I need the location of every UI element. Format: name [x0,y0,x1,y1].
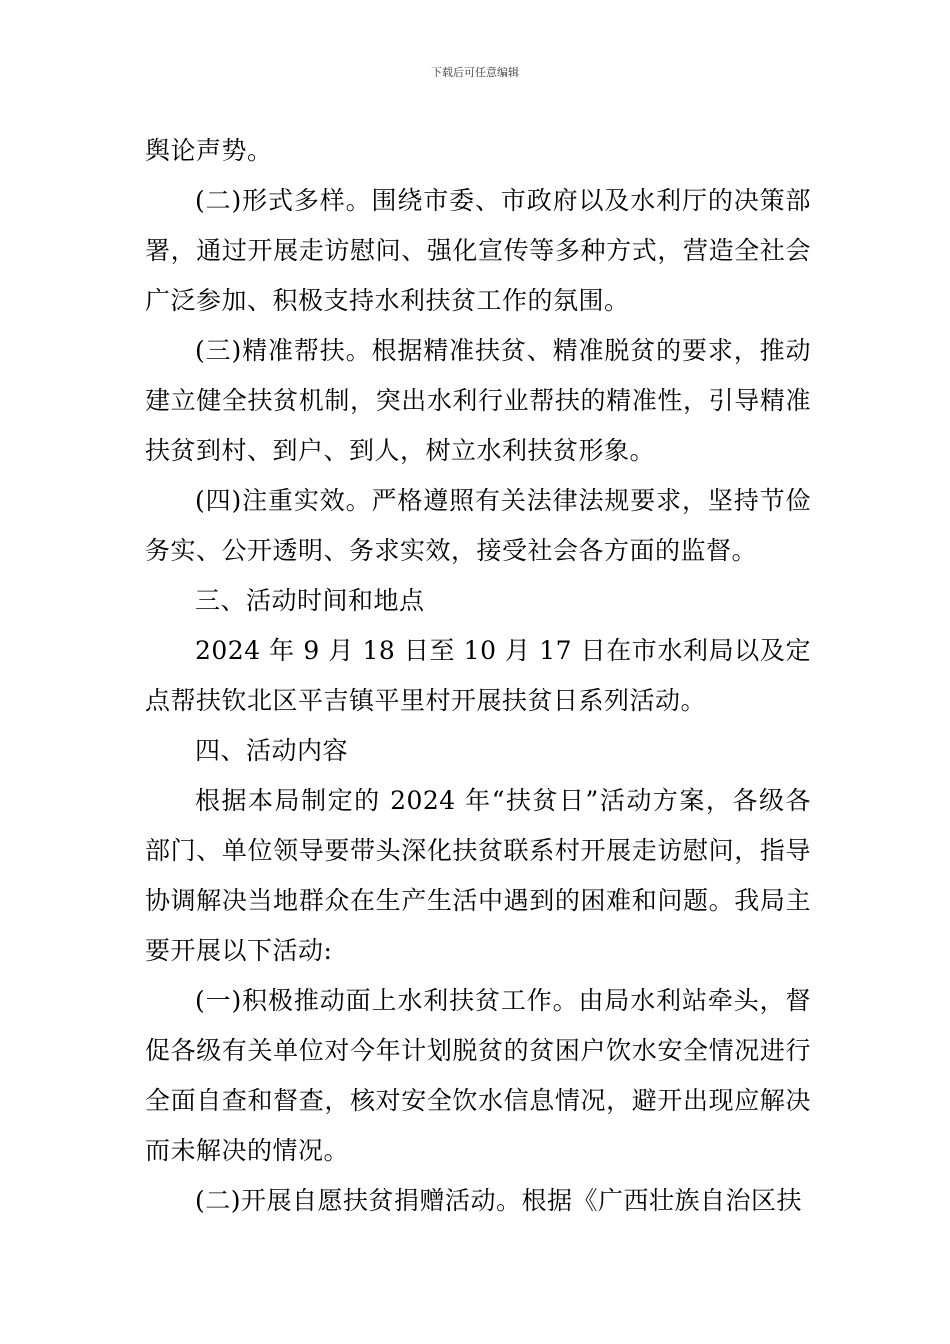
section-heading-content: 四、活动内容 [195,736,349,765]
page-header-note: 下载后可任意编辑 [431,66,519,79]
paragraph-principle-4: (四)注重实效。严格遵照有关法律法规要求，坚持节俭务实、公开透明、务求实效，接受社会各方面的监督。 [145,486,811,565]
paragraph-content-intro: 根据本局制定的 2024 年“扶贫日”活动方案，各级各部门、单位领导要带头深化扶贫联系村开展走访慰问，指导协调解决当地群众在生产生活中遇到的困难和问题。我局主要开展以下活动: [145,786,811,965]
paragraph-activity-1: (一)积极推动面上水利扶贫工作。由局水利站牵头，督促各级有关单位对今年计划脱贫的贫困户饮水安全情况进行全面自查和督查，核对安全饮水信息情况，避开出现应解决而未解决的情况。 [145,986,811,1165]
section-heading-time-place: 三、活动时间和地点 [195,586,425,615]
paragraph-principle-2: (二)形式多样。围绕市委、市政府以及水利厅的决策部署，通过开展走访慰问、强化宣传等多种方式，营造全社会广泛参加、积极支持水利扶贫工作的氛围。 [145,186,811,315]
paragraph-principle-3: (三)精准帮扶。根据精准扶贫、精准脱贫的要求，推动建立健全扶贫机制，突出水利行业帮扶的精准性，引导精准扶贫到村、到户、到人，树立水利扶贫形象。 [145,336,811,465]
paragraph-time-place: 2024 年 9 月 18 日至 10 月 17 日在市水利局以及定点帮扶钦北区平吉镇平里村开展扶贫日系列活动。 [145,636,811,715]
document-body [145,126,811,1226]
paragraph-activity-2: (二)开展自愿扶贫捐赠活动。根据《广西壮族自治区扶 [195,1186,803,1215]
paragraph-continuation: 舆论声势。 [145,136,273,165]
